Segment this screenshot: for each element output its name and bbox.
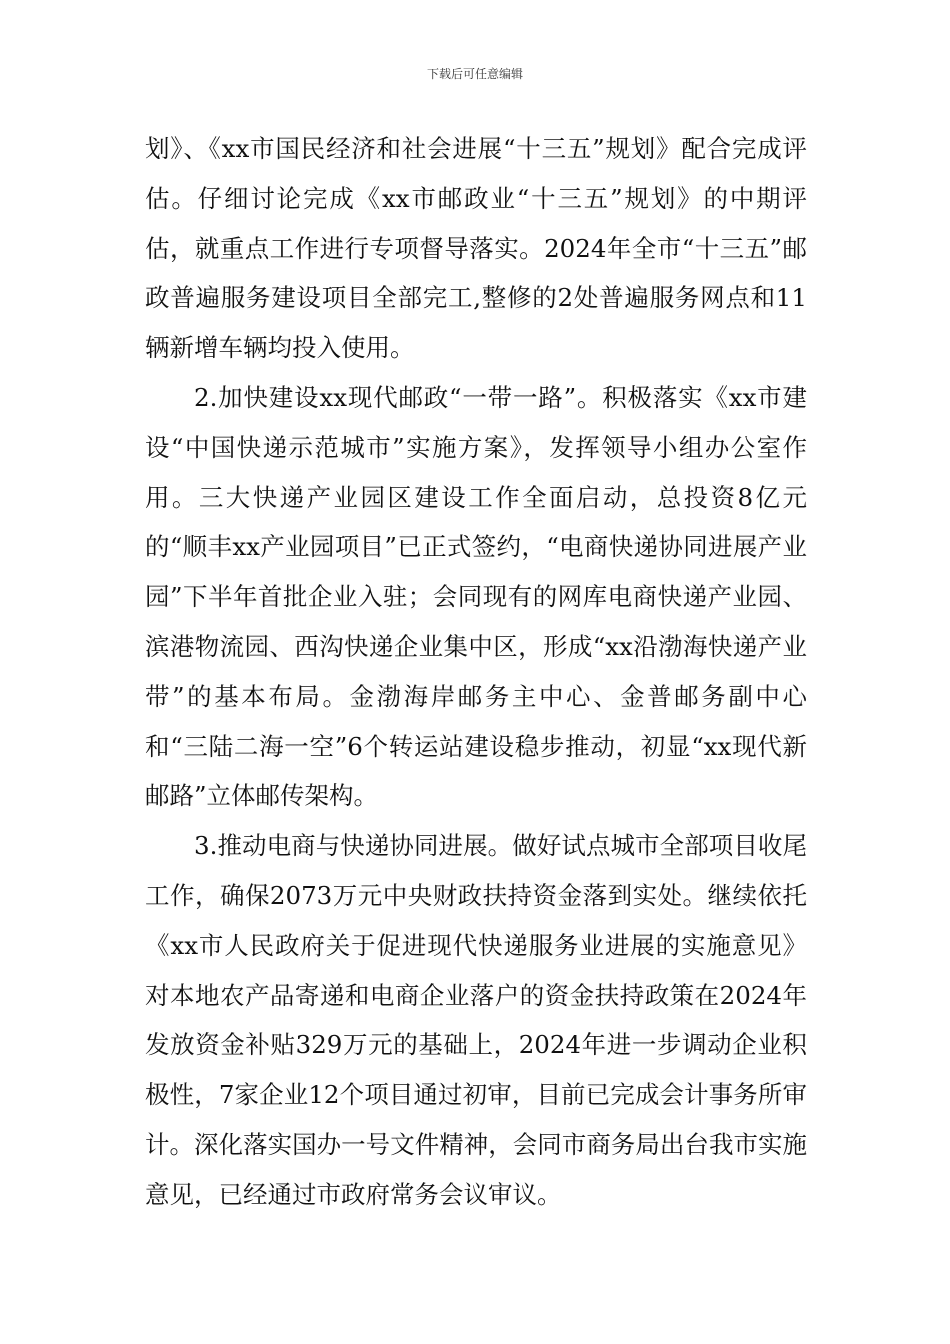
document-body <box>145 124 807 1220</box>
page-header: 下载后可任意编辑 <box>426 67 523 81</box>
paragraph-continuation: 划》、《xx市国民经济和社会进展“十三五”规划》配合完成评估。仔细讨论完成《xx市邮政业“十三五”规划》的中期评估，就重点工作进行专项督导落实。2024年全市“十三五”邮政普遍服务建设项目全部完工,整修的2处普遍服务网点和11辆新增车辆均投入使用。 <box>145 134 807 363</box>
paragraph-item-2: 2.加快建设xx现代邮政“一带一路”。积极落实《xx市建设“中国快递示范城市”实施方案》，发挥领导小组办公室作用。三大快递产业园区建设工作全面启动，总投资8亿元的“顺丰xx产业园项目”已正式签约，“电商快递协同进展产业园”下半年首批企业入驻；会同现有的网库电商快递产业园、滨港物流园、西沟快递企业集中区，形成“xx沿渤海快递产业带”的基本布局。金渤海岸邮务主中心、金普邮务副中心和“三陆二海一空”6个转运站建设稳步推动，初显“xx现代新邮路”立体邮传架构。 <box>145 382 807 811</box>
paragraph-item-3: 3.推动电商与快递协同进展。做好试点城市全部项目收尾工作，确保2073万元中央财政扶持资金落到实处。继续依托《xx市人民政府关于促进现代快递服务业进展的实施意见》对本地农产品寄递和电商企业落户的资金扶持政策在2024年发放资金补贴329万元的基础上，2024年进一步调动企业积极性，7家企业12个项目通过初审，目前已完成会计事务所审计。深化落实国办一号文件精神，会同市商务局出台我市实施意见，已经通过市政府常务会议审议。 <box>145 831 807 1209</box>
